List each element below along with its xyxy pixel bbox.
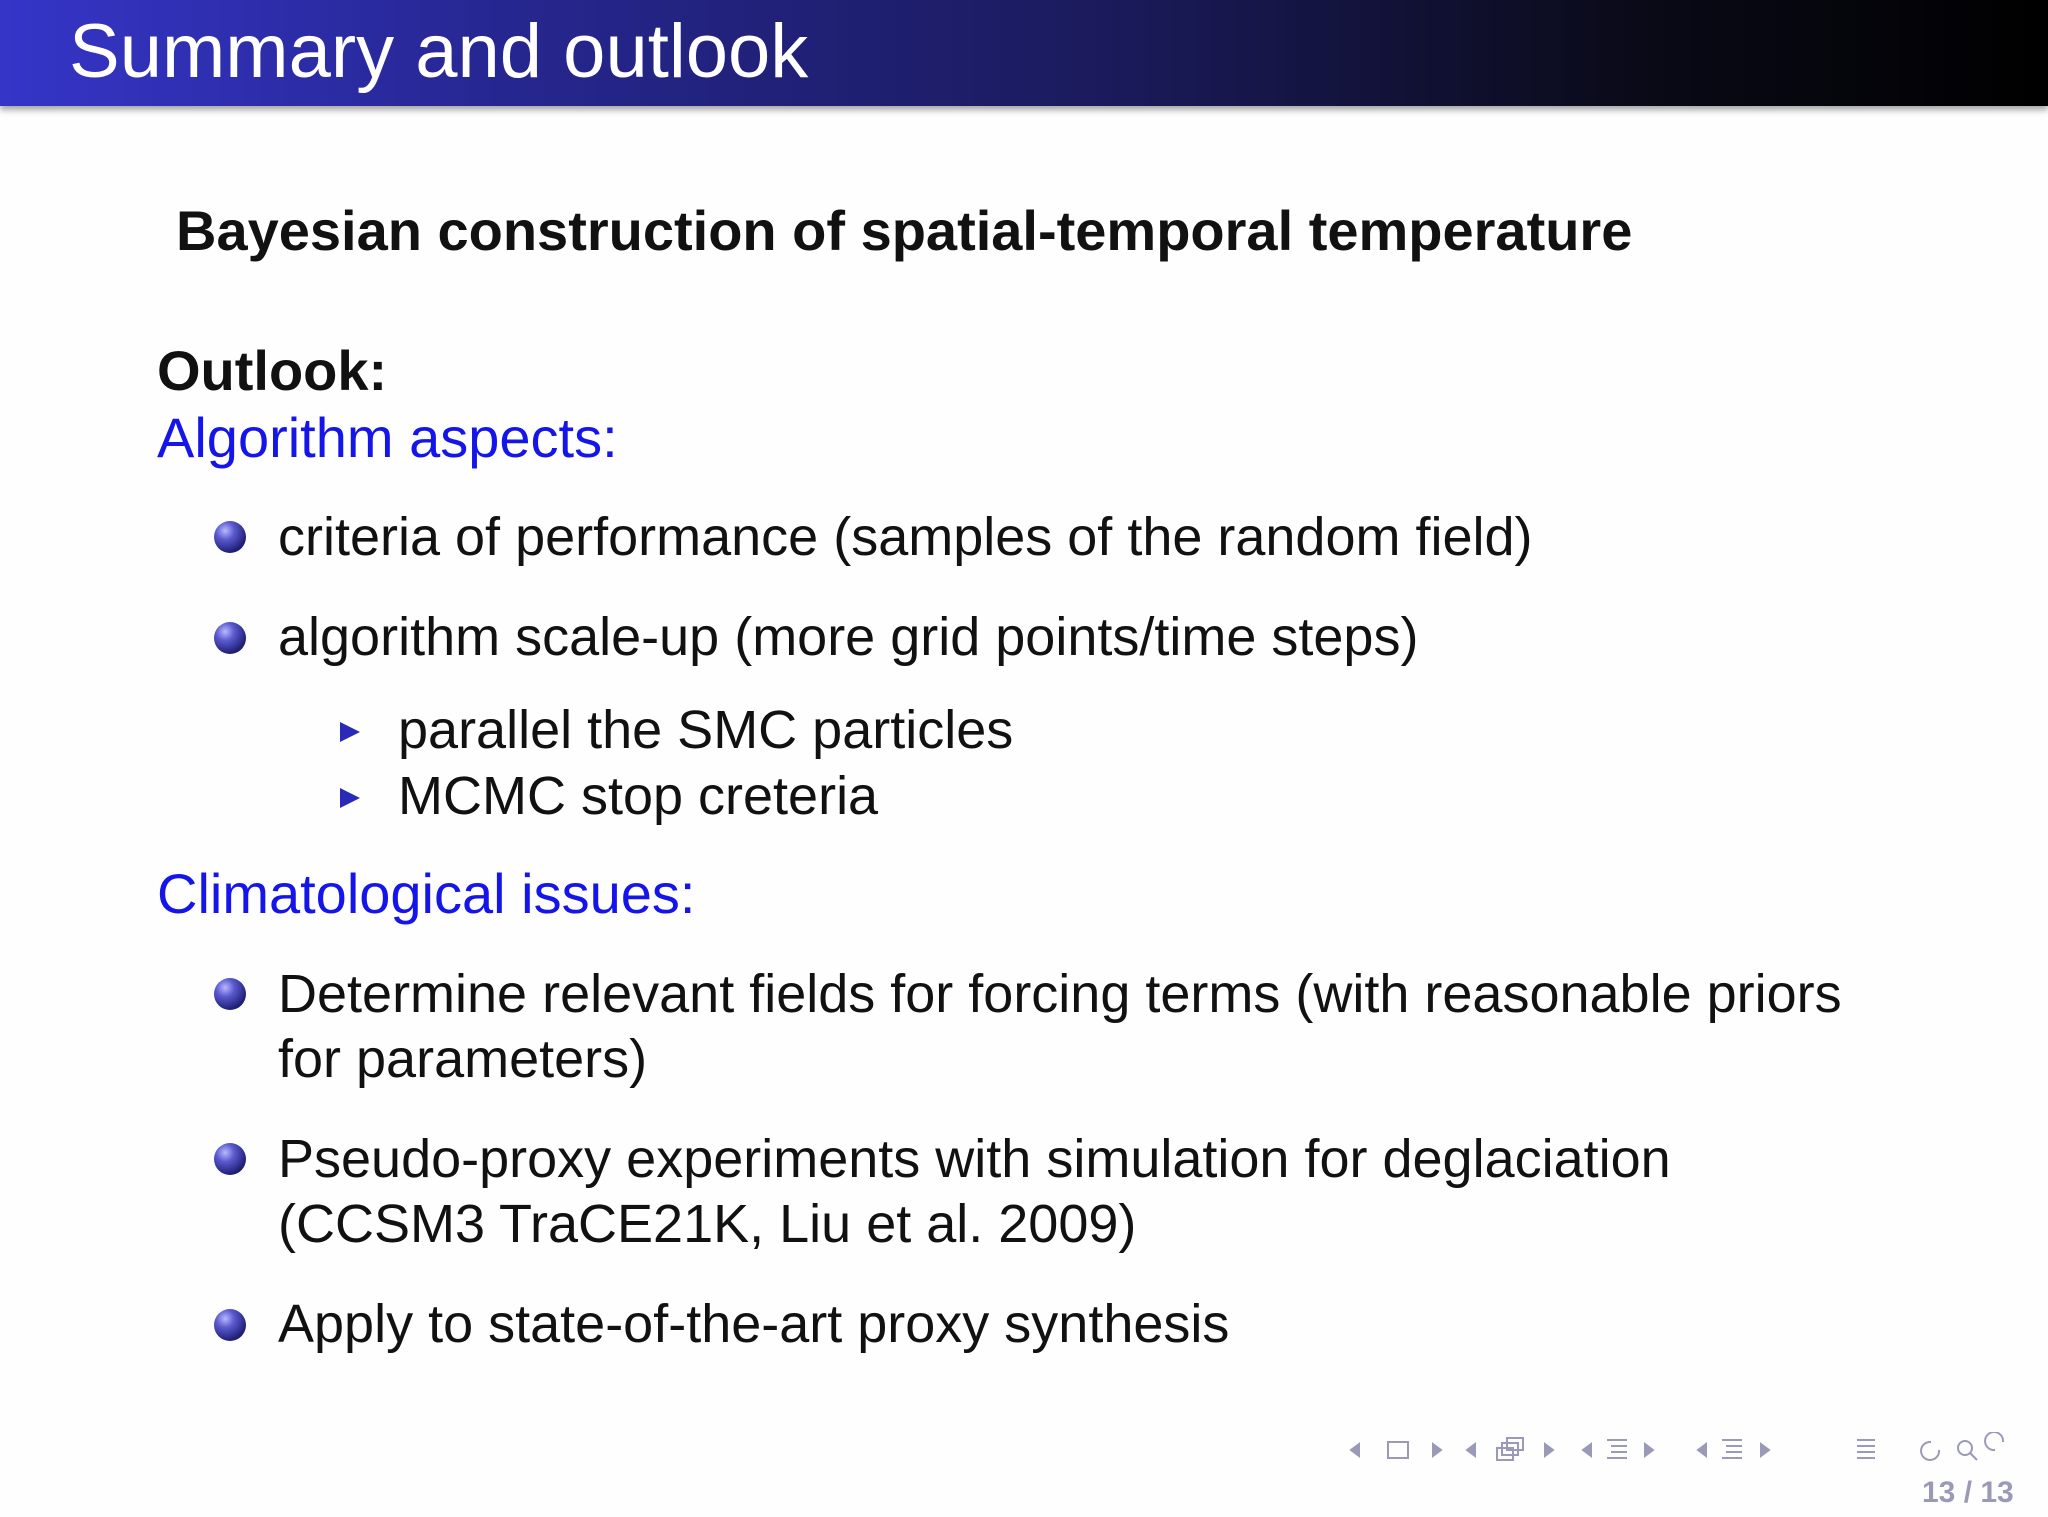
- title-bar: [0, 0, 2048, 106]
- bullet-ball-icon: [214, 978, 246, 1010]
- nav-next-slide-icon[interactable]: [1545, 1444, 1553, 1456]
- nav-next-frame-icon[interactable]: [1433, 1444, 1441, 1456]
- nav-back-icon[interactable]: [1921, 1442, 1939, 1460]
- page-number: 13 / 13: [1922, 1476, 2014, 1509]
- navigation-bar: [1345, 1432, 2035, 1468]
- bullet-ball-icon: [214, 1309, 246, 1341]
- list-item: [278, 1127, 1918, 1257]
- nav-forward-icon[interactable]: [1985, 1432, 2003, 1450]
- list-item: Apply to state-of-the-art proxy synthesis: [278, 1294, 1230, 1354]
- list-item-line: (CCSM3 TraCE21K, Liu et al. 2009): [278, 1194, 1137, 1254]
- outlook-label: Outlook:: [157, 339, 388, 402]
- list-item-line: Determine relevant fields for forcing terms (with reasonable priors: [278, 964, 1842, 1024]
- list-item-line: for parameters): [278, 1029, 648, 1089]
- nav-prev-subsection-icon[interactable]: [1583, 1444, 1591, 1456]
- bullet-ball-icon: [214, 622, 246, 654]
- nav-document-icon[interactable]: [1857, 1440, 1875, 1458]
- bullet-triangle-icon: [340, 722, 360, 742]
- slide-title: Summary and outlook: [69, 9, 809, 94]
- nav-next-section-icon[interactable]: [1761, 1444, 1769, 1456]
- bullet-ball-icon: [214, 521, 246, 553]
- nav-section-icon[interactable]: [1722, 1440, 1742, 1458]
- nav-prev-frame-icon[interactable]: [1351, 1444, 1359, 1456]
- section-heading-algorithm: Algorithm aspects:: [157, 406, 618, 469]
- list-item: algorithm scale-up (more grid points/time steps): [278, 607, 1419, 667]
- list-item-line: Pseudo-proxy experiments with simulation for deglaciation: [278, 1129, 1671, 1189]
- nav-search-icon[interactable]: [1958, 1441, 1977, 1460]
- sub-list-item: parallel the SMC particles: [398, 700, 1014, 760]
- slide-subtitle: Bayesian construction of spatial-temporal temperature: [176, 199, 1633, 262]
- bullet-ball-icon: [214, 1143, 246, 1175]
- nav-slide-icon[interactable]: [1497, 1438, 1523, 1460]
- bullet-triangle-icon: [340, 788, 360, 808]
- sub-list-item: MCMC stop creteria: [398, 766, 879, 826]
- nav-frame-icon[interactable]: [1388, 1442, 1408, 1458]
- list-item: [278, 962, 1918, 1092]
- nav-next-subsection-icon[interactable]: [1645, 1444, 1653, 1456]
- list-item: criteria of performance (samples of the random field): [278, 507, 1533, 567]
- nav-subsection-icon[interactable]: [1607, 1440, 1627, 1458]
- section-heading-climatological: Climatological issues:: [157, 862, 696, 925]
- nav-prev-slide-icon[interactable]: [1467, 1444, 1475, 1456]
- nav-prev-section-icon[interactable]: [1698, 1444, 1706, 1456]
